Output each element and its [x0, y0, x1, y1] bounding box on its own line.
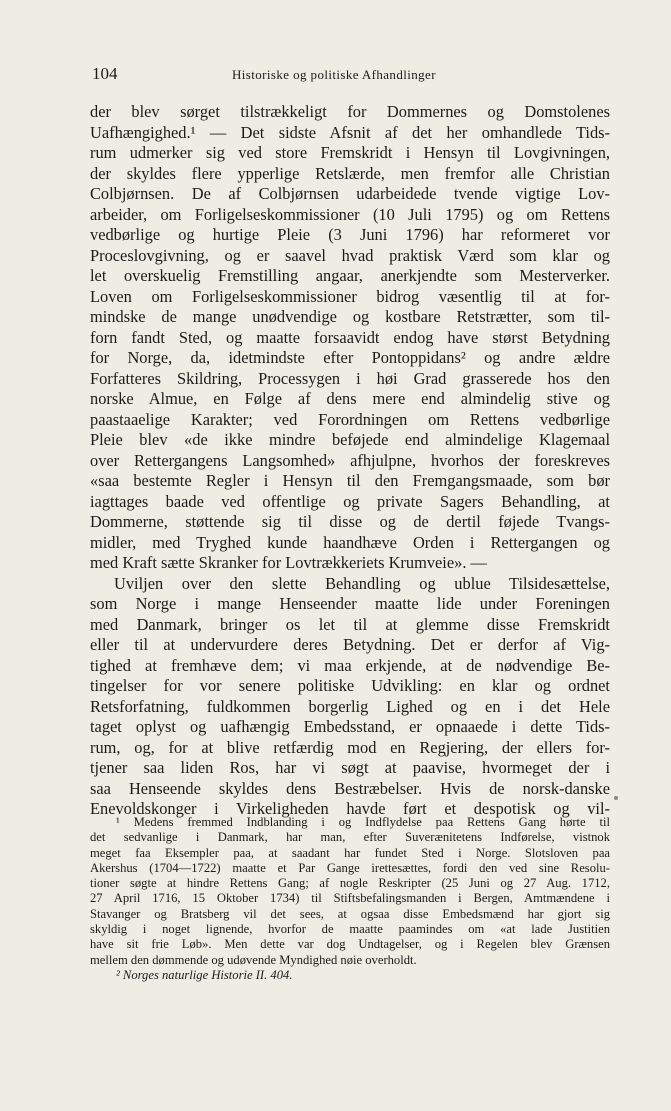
text-line: rum, og, for at blive retfærdig mod en Regjering, der ellers for-	[90, 737, 610, 757]
footnote-line: Akershus (1704—1722) maatte et Par Gange irettesættes, fordi den ved sine Resolu-	[90, 860, 610, 875]
text-line: Dommerne, støttende sig til disse og de dertil føjede Tvangs-	[90, 512, 610, 531]
text-line: der skyldes flere ypperlige Retslærde, men fremfor alle Christian	[90, 163, 610, 183]
footnote-line: meget faa Eksempler paa, at saadant har fundet Sted i Norge. Slotsloven paa	[90, 845, 610, 860]
text-line: rum udmerker sig ved store Fremskridt i Hensyn til Lovgivningen,	[90, 143, 610, 162]
page-header	[92, 64, 610, 88]
margin-dot	[614, 796, 618, 800]
text-line: over Rettergangens Langsomhed» afhjulpne, hvorhos der foreskreves	[90, 450, 610, 470]
text-line: midler, med Tryghed kunde haandhæve Orden i Rettergangen og	[90, 532, 610, 552]
text-line: paastaaelige Karakter; ved Forordningen om Rettens vedbørlige	[90, 409, 610, 429]
text-line: iagttages baade ved offentlige og private Sagers Behandling, at	[90, 491, 610, 511]
footnote-line: det sedvanlige i Danmark, har man, efter Suverænitetens Indførelse, vistnok	[90, 830, 610, 845]
text-line: Uafhængighed.¹ — Det sidste Afsnit af det her omhandlede Tids-	[90, 122, 610, 142]
footnotes	[90, 815, 610, 983]
text-line: der blev sørget tilstrækkeligt for Dommernes og Domstolenes	[90, 102, 610, 121]
text-line: Forfatteres Skildring, Processygen i høi Grad grasserede hos den	[90, 368, 610, 388]
text-line: med Kraft sætte Skranker for Lovtrækkeriets Krumveie». —	[90, 553, 487, 572]
text-line: Loven om Forligelseskommissioner bidrog væsentlig til at for-	[90, 286, 610, 306]
text-line: tjener saa liden Ros, har vi søgt at paavise, hvormeget der i	[90, 758, 610, 777]
body-text	[90, 102, 610, 820]
text-line: Retsforfatning, fuldkommen borgerlig Lighed og en i det Hele	[90, 696, 610, 716]
text-line: «saa bestemte Regler i Hensyn til den Fremgangsmaade, som bør	[90, 471, 610, 490]
footnote-line: have sit frie Løb». Men dette var dog Undtagelser, og i Regelen blev Grænsen	[90, 937, 610, 952]
text-line: mindske de mange unødvendige og kostbare Retstrætter, som til-	[90, 307, 610, 326]
text-line: norske Almue, en Følge af dens mere end almindelig stive og	[90, 389, 610, 408]
footnote-line: skyldig i noget lignende, hvorfor de maatte paamindes om «at lade Justitien	[90, 922, 610, 937]
page-number: 104	[92, 64, 118, 83]
text-line: tighed at fremhæve dem; vi maa erkjende, at de nødvendige Be-	[90, 655, 610, 675]
text-line: Proceslovgivning, og er saavel hvad praktisk Værd som klar og	[90, 245, 610, 265]
footnote-line: ¹ Medens fremmed Indblanding i og Indflydelse paa Rettens Gang hørte til	[116, 815, 610, 829]
text-line: som Norge i mange Henseender maatte lide under Foreningen	[90, 594, 610, 613]
text-line: vedbørlige og hurtige Pleie (3 Juni 1796) har reformeret vor	[90, 225, 610, 244]
footnote-line: ² Norges naturlige Historie II. 404.	[116, 967, 293, 982]
text-line: saa Henseende skyldes dens Bestræbelser. Hvis de norsk-danske	[90, 778, 610, 798]
footnote-line: tioner søgte at hindre Rettens Gang; af nogle Reskripter (25 Juni og 27 Aug. 1712,	[90, 876, 610, 891]
text-line: taget oplyst og uafhængig Embedsstand, er opnaaede i dette Tids-	[90, 717, 610, 736]
text-line: forn fandt Sted, og maatte forsaavidt endog have størst Betydning	[90, 327, 610, 347]
text-line: Pleie blev «de ikke mindre beføjede end almindelige Klagemaal	[90, 430, 610, 449]
text-line: let overskuelig Fremstilling angaar, anerkjendte som Mesterverker.	[90, 266, 610, 285]
running-title: Historiske og politiske Afhandlinger	[232, 67, 436, 82]
text-line: for Norge, da, idetmindste efter Pontoppidans² og andre ældre	[90, 348, 610, 367]
footnote-line: Stavanger og Bratsberg vil det sees, at ogsaa disse Embedsmænd har gjort sig	[90, 906, 610, 921]
text-line: Uviljen over den slette Behandling og ublue Tilsidesættelse,	[114, 573, 610, 593]
text-line: arbeider, om Forligelseskommissioner (10 Juli 1795) og om Rettens	[90, 204, 610, 224]
text-line: eller til at undervurdere deres Betydning. Det er derfor af Vig-	[90, 635, 610, 654]
text-line: Colbjørnsen. De af Colbjørnsen udarbeidede tvende vigtige Lov-	[90, 184, 610, 203]
text-line: med Danmark, bringer os let til at glemme disse Fremskridt	[90, 614, 610, 634]
footnote-line: 27 April 1716, 15 Oktober 1734) til Stiftsbefalingsmanden i Bergen, Amtmændene i	[90, 891, 610, 906]
footnote-line: mellem den dømmende og udøvende Myndighed nøie overholdt.	[90, 952, 417, 967]
text-line: tingelser for vor senere politiske Udvikling: en klar og ordnet	[90, 676, 610, 695]
text-line: Enevoldskonger i Virkeligheden havde ført et despotisk og vil-	[90, 799, 610, 818]
